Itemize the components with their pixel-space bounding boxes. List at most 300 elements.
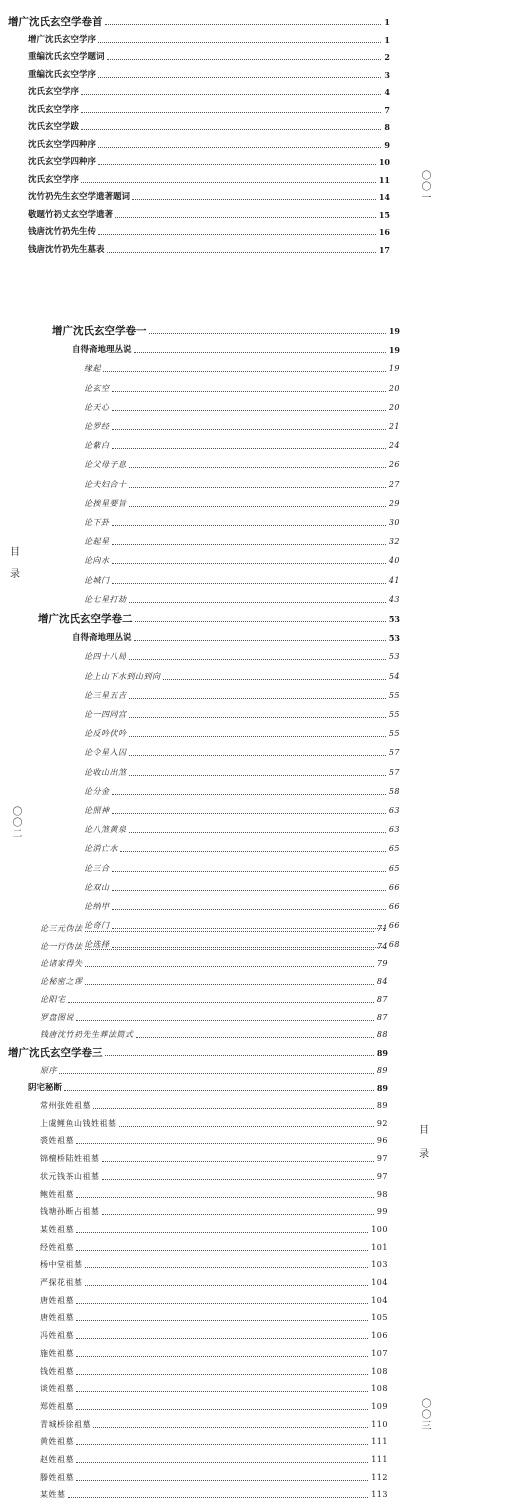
dot-leader [64,1090,374,1091]
toc-entry-title: 沈氏玄空学四种序 [28,157,97,167]
toc-entry-page: 58 [388,786,400,796]
toc-entry-title: 谈姓祖墓 [40,1384,74,1394]
toc-entry-page: 24 [388,441,400,451]
toc-entry [84,666,400,682]
toc-entry [28,29,390,45]
toc-entry-page: 92 [376,1118,388,1128]
toc-entry-title: 论三元伪法 [40,924,83,933]
toc-entry-title: 重编沈氏玄空学序 [28,69,97,80]
toc-entry-title: 增广沈氏玄空学卷三 [8,1046,103,1059]
toc-entry [84,416,400,432]
toc-entry-page: 68 [388,940,400,950]
toc-entry [84,512,400,528]
dot-leader [76,1391,368,1392]
page-number: 〇〇二 [10,806,21,839]
toc-entry [40,1307,388,1323]
toc-entry-title: 论消亡水 [84,844,118,854]
toc-entry-title: 唐姓祖墓 [40,1295,74,1305]
dot-leader [76,1356,368,1357]
dot-leader [85,984,374,985]
dot-leader [85,949,374,950]
dot-leader [76,1143,374,1144]
toc-entry-title: 青城桥徐祖墓 [40,1419,91,1429]
toc-entry-page: 29 [388,498,400,508]
toc-entry-page: 108 [371,1366,388,1376]
toc-entry [8,11,390,27]
toc-entry [28,239,390,255]
toc-entry-title: 沈氏玄空学序 [28,104,80,115]
dot-leader [59,1073,374,1074]
toc-entry-page: 27 [388,479,400,489]
toc-entry-title: 论奇门 [84,921,110,931]
toc-entry-title: 上虞鲤鱼山钱姓祖墓 [40,1118,117,1128]
toc-entry-page: 108 [371,1384,388,1394]
toc-entry [84,493,400,509]
toc-entry [84,570,400,586]
toc-entry-page: 14 [378,192,390,202]
toc-entry [84,800,400,816]
dot-leader [76,1462,368,1463]
margin-title-lu: 录 [10,569,20,580]
toc-entry-page: 65 [388,863,400,873]
toc-entry-title: 状元钱茶山祖墓 [40,1171,100,1181]
dot-leader [102,1179,374,1180]
toc-entry-title: 黄姓祖墓 [40,1437,74,1447]
toc-entry-page: 30 [388,518,400,527]
toc-entry [84,838,400,854]
toc-entry-title: 论纳甲 [84,902,110,911]
toc-entry-title: 钱唐沈竹礽先生墓表 [28,244,105,255]
toc-entry-page: 11 [378,174,390,185]
toc-entry-page: 10 [378,157,390,167]
toc-entry-title: 论下卦 [84,518,110,527]
toc-entry-page: 97 [376,1154,388,1164]
toc-entry-page: 100 [371,1224,388,1234]
toc-entry-page: 2 [384,52,390,62]
dot-leader [76,1197,374,1198]
toc-entry-title: 钱塘孙断占祖墓 [40,1207,100,1217]
toc-entry-page: 41 [388,575,400,585]
toc-entry [40,989,388,1005]
toc-entry-page: 63 [388,825,400,835]
toc-entry-title: 某姓墓 [40,1490,66,1500]
toc-entry-title: 论天心 [84,402,110,412]
toc-entry [40,1007,388,1023]
dot-leader [76,1480,368,1481]
toc-entry-page: 101 [371,1242,388,1252]
toc-entry-title: 论一行伪法 [40,941,83,951]
toc-entry [40,1396,388,1412]
toc-entry-page: 53 [388,652,400,662]
toc-entry [40,918,388,934]
toc-entry-page: 43 [388,594,400,604]
toc-entry-page: 40 [388,556,400,566]
toc-entry-title: 论分金 [84,786,110,796]
dot-leader [129,602,386,603]
dot-leader [98,147,381,148]
toc-entry-page: 15 [378,209,390,220]
toc-entry-title: 论诸家得失 [40,959,83,969]
dot-leader [76,1338,368,1339]
toc-entry-page: 57 [388,767,400,777]
toc-entry-page: 97 [376,1171,388,1181]
dot-leader [112,794,386,795]
dot-leader [129,717,386,718]
toc-entry [84,742,400,758]
toc-entry-page: 109 [371,1401,388,1411]
toc-entry [40,1095,388,1111]
toc-entry-title: 论双山 [84,882,110,892]
toc-entry [40,1343,388,1359]
toc-entry [40,1024,388,1040]
dot-leader [85,1267,369,1268]
dot-leader [76,1020,374,1021]
toc-entry [28,151,390,167]
toc-entry-page: 65 [388,844,400,854]
dot-leader [112,391,386,392]
dot-leader [85,1285,369,1286]
dot-leader [129,506,386,507]
toc-entry [84,704,400,720]
toc-entry-page: 7 [384,104,390,115]
toc-entry-title: 增广沈氏玄空学卷首 [8,16,103,28]
dot-leader [119,1126,374,1127]
toc-entry [40,1254,388,1270]
toc-entry-page: 88 [376,1030,388,1040]
toc-entry-title: 沈竹礽先生玄空学遗著题词 [28,192,131,202]
toc-entry-title: 自得斋地理丛说 [72,345,132,356]
toc-entry-page: 54 [388,671,400,681]
toc-entry [84,896,400,912]
toc-entry-page: 110 [371,1419,388,1429]
toc-entry-title: 论一四同宫 [84,710,127,719]
toc-entry [28,81,390,97]
toc-entry-page: 87 [376,1012,388,1022]
toc-entry-page: 89 [376,1047,388,1058]
toc-entry-page: 19 [388,345,400,356]
dot-leader [136,1037,374,1038]
page-number: 〇〇三 [419,1398,430,1431]
toc-entry-title: 增广沈氏玄空学卷一 [52,325,147,337]
toc-entry [40,1325,388,1341]
dot-leader [107,59,382,60]
toc-entry [40,1148,388,1164]
toc-entry-title: 重编沈氏玄空学题词 [28,52,105,62]
toc-entry-title: 论罗经 [84,422,110,431]
toc-entry-page: 55 [388,710,400,719]
toc-entry-page: 1 [384,17,390,27]
toc-entry-page: 89 [376,1101,388,1110]
toc-entry [52,320,400,336]
toc-entry-page: 112 [371,1472,388,1482]
toc-entry-page: 104 [371,1278,388,1287]
toc-entry [40,953,388,969]
toc-entry-page: 111 [371,1437,388,1447]
toc-entry-page: 106 [371,1331,388,1341]
toc-entry-title: 杨中堂祖墓 [40,1260,83,1270]
toc-entry [8,1042,388,1058]
toc-entry-title: 锦檀桥陆姓祖墓 [40,1154,100,1164]
toc-entry-page: 89 [376,1083,388,1094]
dot-leader [134,352,386,353]
toc-entry-page: 20 [388,402,400,412]
dot-leader [129,755,386,756]
toc-entry-title: 施姓祖墓 [40,1348,74,1358]
dot-leader [112,563,386,564]
toc-entry [40,1201,388,1217]
toc-entry-title: 论四十八局 [84,652,127,662]
toc-entry-title: 沈氏玄空学四种序 [28,139,97,150]
toc-entry [40,1290,388,1306]
toc-entry-page: 26 [388,460,400,470]
toc-entry [28,116,390,132]
dot-leader [129,487,386,488]
toc-entry-title: 论选择 [84,940,110,950]
toc-entry [40,936,388,952]
toc-entry [40,1272,388,1288]
toc-entry-title: 论玄空 [84,383,110,393]
toc-entry [40,1449,388,1465]
dot-leader [134,640,386,641]
toc-entry [84,762,400,778]
toc-entry-title: 论夫妇合十 [84,479,127,489]
toc-entry-title: 论三合 [84,863,110,873]
toc-entry-page: 103 [371,1260,388,1270]
toc-entry [84,531,400,547]
toc-entry-title: 罗盘图说 [40,1012,74,1022]
dot-leader [112,410,386,411]
toc-entry-title: 沈氏玄空学序 [28,174,80,185]
dot-leader [112,448,386,449]
toc-entry [40,1378,388,1394]
toc-entry-page: 8 [384,122,390,132]
toc-entry-title: 论令星入囚 [84,748,127,758]
dot-leader [112,525,386,526]
toc-entry [40,1484,388,1500]
toc-entry [28,1077,388,1093]
toc-entry-title: 郑姓祖墓 [40,1401,74,1411]
dot-leader [81,112,381,113]
dot-leader [129,736,386,737]
toc-entry-page: 19 [388,326,400,336]
toc-entry [72,627,400,643]
dot-leader [112,871,386,872]
toc-entry [84,435,400,451]
toc-entry-title: 缘起 [84,364,101,374]
dot-leader [85,966,374,967]
dot-leader [102,1214,374,1215]
toc-entry-title: 唐姓祖墓 [40,1313,74,1323]
toc-entry-title: 论上山下水到山到向 [84,671,161,681]
dot-leader [120,851,386,852]
toc-entry-title: 钱唐沈竹礽先生葬法简式 [40,1030,134,1040]
toc-entry-page: 111 [371,1455,388,1464]
toc-entry [84,723,400,739]
toc-entry [72,339,400,355]
toc-entry-page: 105 [371,1313,388,1323]
toc-entry-title: 赵姓祖墓 [40,1455,74,1464]
toc-entry-title: 常州张姓祖墓 [40,1101,91,1110]
toc-entry [28,204,390,220]
toc-entry [40,1431,388,1447]
toc-entry-title: 沈氏玄空学跋 [28,122,80,132]
toc-entry-title: 论收山出煞 [84,767,127,777]
dot-leader [115,217,376,218]
dot-leader [81,129,381,130]
dot-leader [129,698,386,699]
toc-entry-page: 98 [376,1189,388,1199]
toc-entry-page: 55 [388,729,400,739]
toc-entry-page: 20 [388,383,400,393]
dot-leader [76,1250,368,1251]
dot-leader [98,234,376,235]
margin-title-lu: 录 [419,1149,429,1160]
toc-entry-page: 1 [384,34,390,45]
toc-entry-page: 4 [384,87,390,97]
dot-leader [163,679,386,680]
toc-entry-page: 66 [388,902,400,911]
toc-entry-page: 107 [371,1348,388,1358]
toc-entry-title: 某姓祖墓 [40,1224,74,1234]
toc-entry-page: 3 [384,69,390,80]
toc-entry-page: 53 [388,633,400,644]
toc-entry-title: 论阳宅 [40,994,66,1004]
toc-entry [40,1166,388,1182]
toc-entry [84,858,400,874]
toc-entry [84,685,400,701]
dot-leader [81,94,381,95]
toc-entry-page: 87 [376,994,388,1004]
toc-entry-title: 沈氏玄空学序 [28,87,80,97]
toc-entry-page: 74 [376,941,388,951]
toc-entry [28,186,390,202]
toc-entry-page: 32 [388,537,400,547]
toc-entry [28,134,390,150]
dot-leader [98,42,381,43]
toc-entry-page: 21 [388,422,400,431]
toc-entry [40,1414,388,1430]
toc-entry [84,589,400,605]
dot-leader [105,24,382,25]
toc-entry-title: 敬题竹礽丈玄空学遗著 [28,209,114,220]
toc-entry-title: 裘姓祖墓 [40,1136,74,1146]
toc-entry-title: 论城门 [84,575,110,585]
toc-entry-title: 论反吟伏吟 [84,729,127,739]
toc-entry-page: 9 [384,139,390,150]
toc-entry-title: 论八煞黄泉 [84,825,127,835]
dot-leader [107,252,376,253]
toc-entry [84,550,400,566]
margin-title-mu: 目 [10,547,20,558]
toc-entry-title: 论挨星要旨 [84,498,127,508]
toc-entry-title: 阴宅秘断 [28,1083,63,1094]
dot-leader [105,1055,374,1056]
dot-leader [129,659,386,660]
toc-entry-title: 论向水 [84,556,110,566]
dot-leader [129,832,386,833]
toc-entry [28,46,390,62]
toc-entry-page: 113 [371,1490,388,1500]
toc-entry-title: 原序 [40,1065,57,1075]
toc-entry-page: 89 [376,1065,388,1075]
dot-leader [103,371,386,372]
dot-leader [76,1232,368,1233]
toc-entry-title: 冯姓祖墓 [40,1331,74,1341]
toc-entry-title: 增广沈氏玄空学卷二 [38,613,133,625]
toc-entry-page: 79 [376,959,388,969]
page-number: 〇〇一 [419,170,430,203]
toc-entry-title: 论紫白 [84,441,110,451]
toc-entry-page: 16 [378,227,390,237]
toc-entry [28,169,390,185]
toc-entry [28,221,390,237]
toc-entry-page: 99 [376,1207,388,1217]
toc-entry [40,971,388,987]
margin-title-mu: 目 [419,1125,429,1136]
dot-leader [112,583,386,584]
toc-entry-title: 论秘密之谬 [40,977,83,987]
toc-entry [40,1467,388,1483]
dot-leader [112,429,386,430]
toc-entry-page: 57 [388,748,400,758]
dot-leader [98,164,376,165]
toc-entry-title: 滕姓祖墓 [40,1472,74,1482]
dot-leader [76,1374,368,1375]
toc-entry [28,99,390,115]
toc-entry-title: 论父母子息 [84,460,127,470]
dot-leader [93,1108,374,1109]
toc-entry [40,1130,388,1146]
toc-page-1 [0,0,522,270]
toc-entry [84,819,400,835]
dot-leader [76,1303,368,1304]
toc-entry-page: 104 [371,1295,388,1305]
toc-entry-page: 66 [388,921,400,931]
toc-entry [38,608,400,624]
toc-entry-title: 钱姓祖墓 [40,1366,74,1376]
toc-entry-page: 53 [388,614,400,624]
toc-entry-title: 严探花祖墓 [40,1278,83,1287]
toc-entry-title: 钱唐沈竹礽先生传 [28,227,97,237]
toc-entry-title: 鲍姓祖墓 [40,1189,74,1199]
dot-leader [76,1444,368,1445]
toc-entry-title: 论起星 [84,537,110,547]
dot-leader [132,199,376,200]
toc-entry-title: 论三星五吉 [84,690,127,700]
toc-entry [84,646,400,662]
dot-leader [135,621,386,622]
toc-entry [84,474,400,490]
toc-entry-page: 96 [376,1136,388,1146]
toc-entry-title: 经姓祖墓 [40,1242,74,1252]
toc-entry [84,378,400,394]
dot-leader [112,544,386,545]
toc-entry [40,1060,388,1076]
toc-entry [28,64,390,80]
toc-entry [40,1219,388,1235]
toc-entry [40,1237,388,1253]
dot-leader [112,909,386,910]
toc-entry [40,1361,388,1377]
toc-entry [84,358,400,374]
toc-entry-title: 自得斋地理丛说 [72,633,132,644]
toc-entry [40,1113,388,1129]
dot-leader [129,467,386,468]
toc-entry-title: 增广沈氏玄空学序 [28,34,97,45]
dot-leader [129,775,386,776]
toc-entry [84,397,400,413]
dot-leader [102,1161,374,1162]
